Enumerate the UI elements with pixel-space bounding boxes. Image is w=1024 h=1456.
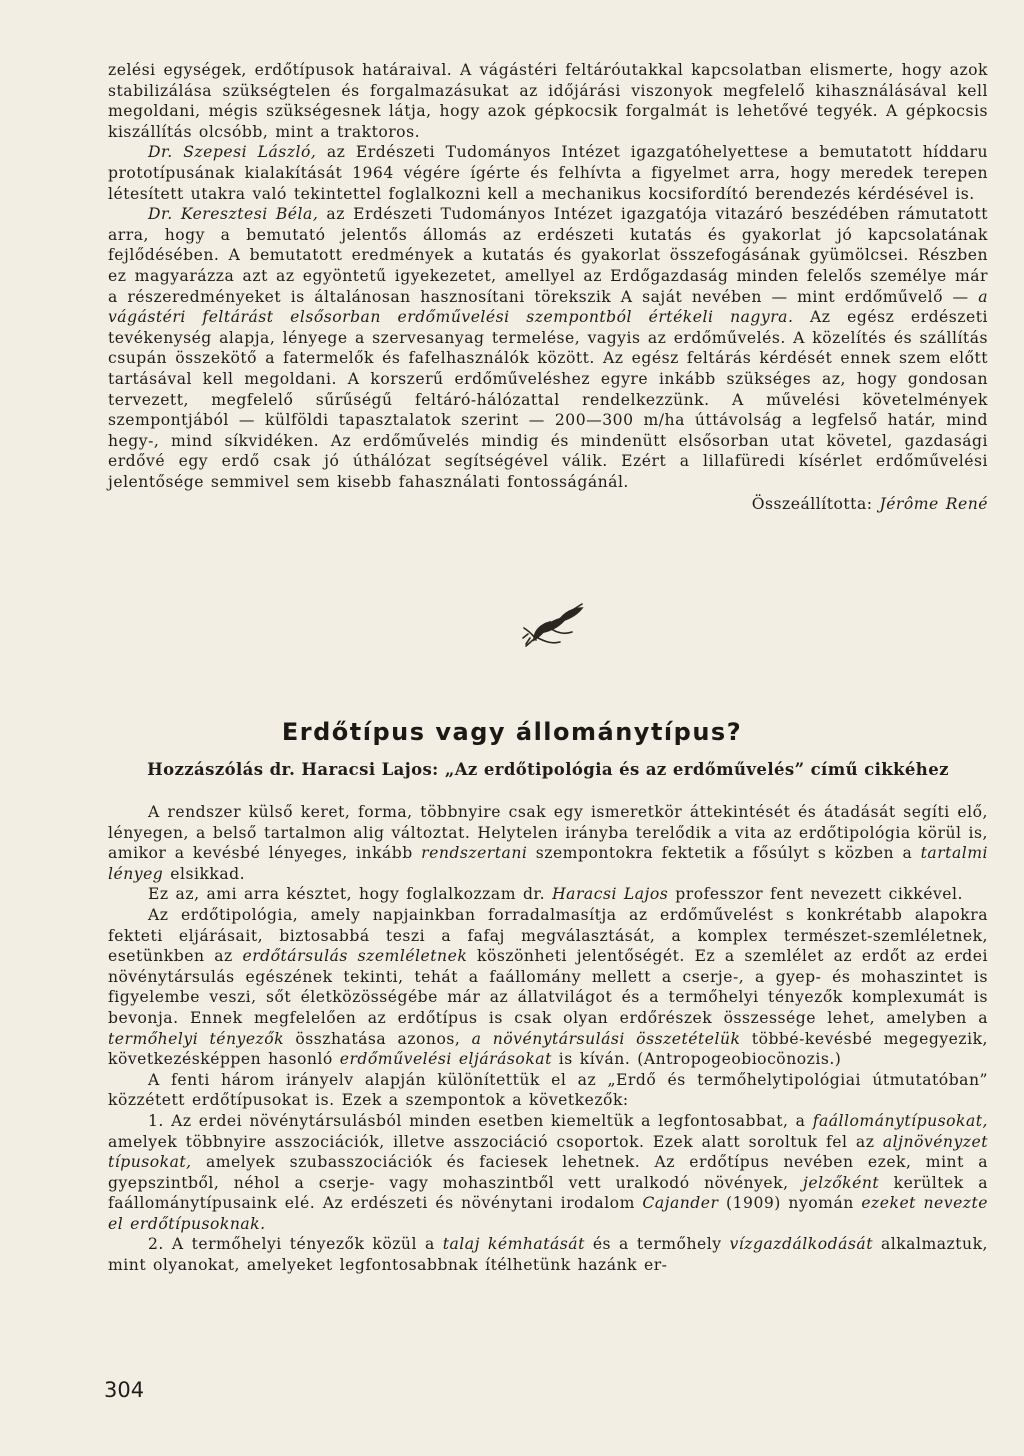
author-name: Jérôme René — [879, 495, 988, 514]
paragraph: Dr. Keresztesi Béla, az Erdészeti Tudományos Intézet igazgatója vitazáró beszédében rámutatott arra, hogy a bemutató jelentős állomás az erdészeti kutatás és gyakorlat jó kapcsolatának fejlődésében. A bemutatott eredmények a kutatás és gyakorlat összefogásának gyümölcsei. Részben ez magyarázza azt az egyöntetű igyekezetet, amellyel az Erdőgazdaság minden felelős személye már a részeredményeket is általánosan hasznosítani törekszik A saját nevében — mint erdőművelő — a vágástéri feltárást elsősorban erdőművelési szempontból értékeli nagyra. Az egész erdészeti tevékenység alapja, lényege a szervesanyag termelése, vagyis az erdőművelés. A közelítés és szállítás csupán összekötő a fatermelők és fafelhasználók között. Az egész feltárás kérdését ennek szem előtt tartásával kell megoldani. A korszerű erdőműveléshez egyre inkább szükséges az, hogy gondosan tervezett, megfelelő sűrűségű feltáró-hálózattal rendelkezzünk. A művelési követelmények szempontjából — külföldi tapasztalatok szerint — 200—300 m/ha úttávolság a legfelső határ, mind hegy-, mind síkvidéken. Az erdőművelés mindig és mindenütt elsősorban utat követel, gazdasági erdővé egy erdő csak jó úthálózat segítségével válik. Ezért a lillafüredi kísérlet erdőművelési jelentősége semmivel sem kisebb fahasználati fontosságánál. — [108, 205, 988, 491]
person-name: Dr. Keresztesi Béla, — [148, 205, 319, 224]
paragraph: Dr. Szepesi László, az Erdészeti Tudományos Intézet igazgatóhelyettese a bemutatott híddaru prototípusának kialakítását 1964 végére ígérte és felhívta a figyelmet arra, hogy meredek terepen létesített utakra való tekintettel foglalkozni kell a mechanikus kocsifordító berendezés kérdésével is. — [108, 143, 988, 203]
article-title: Erdőtípus vagy állománytípus? — [281, 718, 743, 746]
numbered-paragraph: 2. A termőhelyi tényezők közül a talaj kémhatását és a termőhely vízgazdálkodását alkalmaztuk, mint olyanokat, amelyeket legfontosabbnak ítélhetünk hazánk er- — [108, 1235, 988, 1275]
signature-line: Összeállította: Jérôme René — [751, 495, 988, 514]
paragraph: Ez az, ami arra késztet, hogy foglalkozzam dr. Haracsi Lajos professzor fent nevezett cikkével. — [148, 885, 963, 904]
person-name: Dr. Szepesi László, — [148, 143, 317, 162]
numbered-paragraph: 1. Az erdei növénytársulásból minden esetben kiemeltük a legfontosabbat, a faállománytípusokat, amelyek többnyire asszociációk, illetve asszociáció csoportok. Ezek alatt soroltuk fel az aljnövényzet típusokat, amelyek szubasszociációk és faciesek lehetnek. Az erdőtípus nevében ezek, mint a gyepszintből, néhol a cserje- vagy mohaszintből vett uralkodó növények, jelzőként kerültek a faállománytípusaink elé. Az erdészeti és növénytani irodalom Cajander (1909) nyomán ezeket nevezte el erdőtípusoknak. — [108, 1111, 989, 1233]
article-body — [108, 802, 988, 1276]
paragraph: Az erdőtipológia, amely napjainkban forradalmasítja az erdőművelést s konkrétabb alapokra fekteti eljárásait, biztosabbá teszi a fafaj megválasztását, a komplex természet-szemléletnek, esetünkben az erdőtársulás szemléletnek köszönheti jelentőségét. Ez a szemlélet az erdőt az erdei növénytársulás egészének tekinti, tehát a faállomány mellett a cserje-, a gyep- és mohaszintet is figyelembe veszi, sőt életközösségébe már az állatvilágot és a termőhelyi tényezők komplexumát is bevonja. Ennek megfelelően az erdőtípus is csak olyan erdőrészek összessége lehet, amelyben a termőhelyi tényezők összhatása azonos, a növénytársulási összetételük többé-kevésbé megegyezik, következésképpen hasonló erdőművelési eljárásokat is kíván. (Antropogeobiocönozis.) — [108, 905, 988, 1069]
paragraph: A rendszer külső keret, forma, többnyire csak egy ismeretkör áttekintését és átadását segíti elő, lényegen, a belső tartalmon alig változtat. Helytelen irányba terelődik a vita az erdőtipológia körül is, amikor a kevésbé lényeges, inkább rendszertani szempontokra fektetik a fősúlyt s közben a tartalmi lényeg elsikkad. — [108, 803, 988, 883]
paragraph: zelési egységek, erdőtípusok határaival. A vágástéri feltáróutakkal kapcsolatban elismerte, hogy azok stabilizálása szükségtelen és forgalmazásukat az időjárási viszonyok megfelelő kihasználásával kell megoldani, mégis szükségesnek látja, hogy azok gépkocsik forgalmát is lehetővé tegyék. A gépkocsis kiszállítás olcsóbb, mint a traktoros. — [108, 61, 988, 141]
leaf-sprig-icon — [520, 598, 590, 650]
article-subtitle: Hozzászólás dr. Haracsi Lajos: „Az erdőtipológia és az erdőművelés” című cikkéhez — [147, 760, 949, 779]
emphasis: a vágástéri feltárást elsősorban erdőművelési szempontból értékeli nagyra. — [108, 287, 988, 327]
paragraph: A fenti három irányelv alapján különítettük el az „Erdő és termőhelytipológiai útmutatóban” közzétett erdőtípusokat is. Ezek a szempontok a következők: — [108, 1070, 988, 1110]
page-number: 304 — [104, 1378, 145, 1402]
previous-article-ending — [108, 60, 988, 515]
